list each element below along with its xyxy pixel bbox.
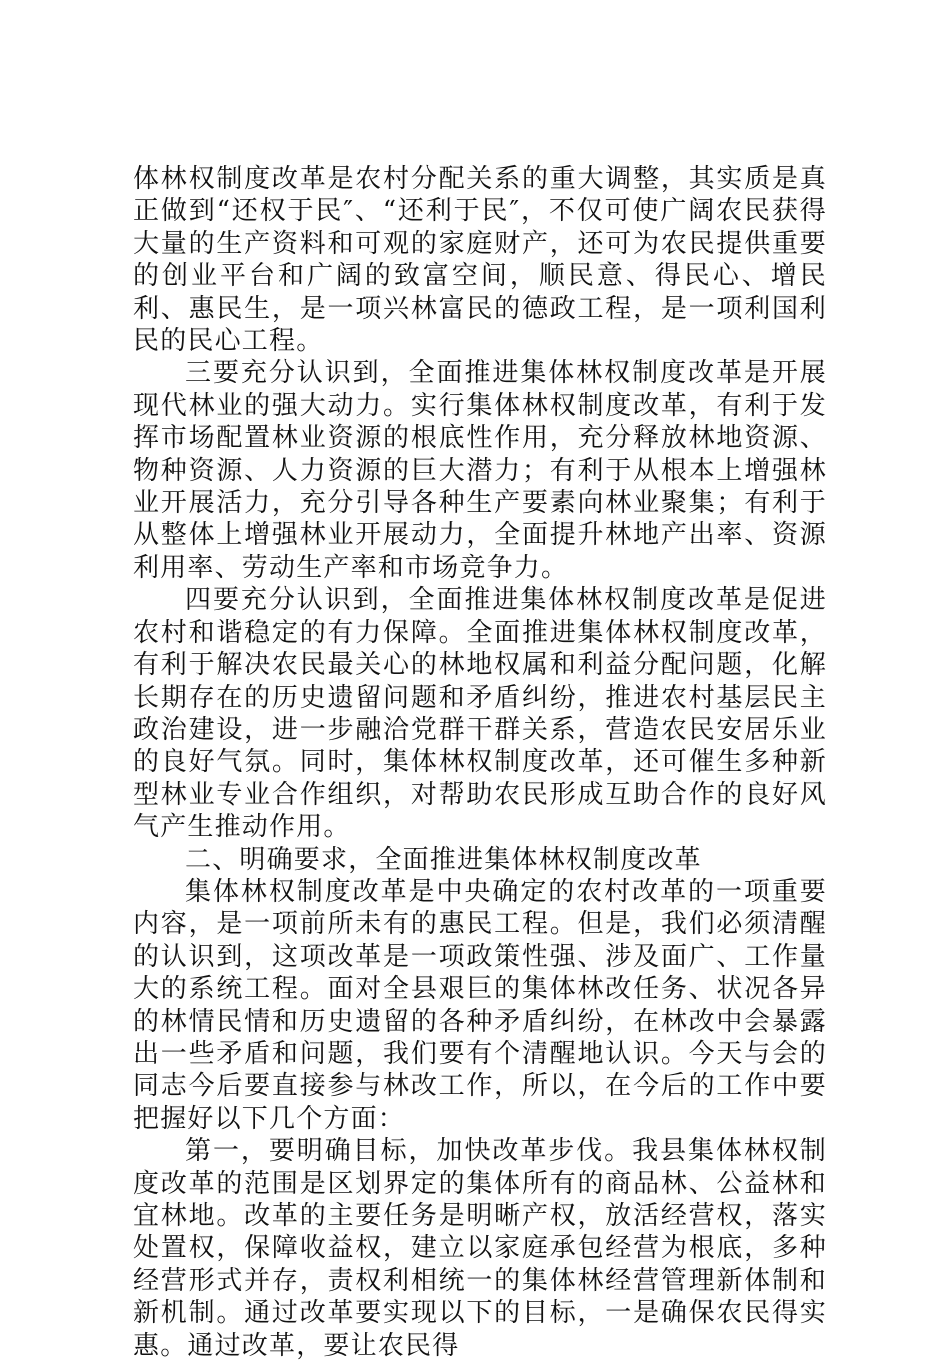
section-heading: 二、明确要求，全面推进集体林权制度改革 (185, 844, 702, 875)
paragraph-4: 集体林权制度改革是中央确定的农村改革的一项重要内容，是一项前所未有的惠民工程。但是，我们必须清醒的认识到，这项改革是一项政策性强、涉及面广、工作量大的系统工程。面对全县艰巨的集体林改任务、状况各异的林情民情和历史遗留的各种矛盾纠纷，在林改中会暴露出一些矛盾和问题，我们要有个清醒地认识。今天与会的同志今后要直接参与林改工作，所以，在今后的工作中要把握好以下几个方面： (133, 876, 827, 1134)
paragraph-3: 四要充分认识到，全面推进集体林权制度改革是促进农村和谐稳定的有力保障。全面推进集体林权制度改革，有利于解决农民最关心的林地权属和利益分配问题，化解长期存在的历史遗留问题和矛盾纠纷，推进农村基层民主政治建设，进一步融洽党群干群关系，营造农民安居乐业的良好气氛。同时，集体林权制度改革，还可催生多种新型林业专业合作组织，对帮助农民形成互助合作的良好风气产生推动作用。 (133, 585, 827, 843)
document-body (133, 163, 827, 1362)
paragraph-5: 第一，要明确目标，加快改革步伐。我县集体林权制度改革的范围是区划界定的集体所有的商品林、公益林和宜林地。改革的主要任务是明晰产权，放活经营权，落实处置权，保障收益权，建立以家庭承包经营为根底，多种经营形式并存，责权利相统一的集体林经营管理新体制和新机制。通过改革要实现以下的目标，一是确保农民得实惠。通过改革，要让农民得 (133, 1136, 827, 1361)
paragraph-1: 体林权制度改革是农村分配关系的重大调整，其实质是真正做到“还权于民″、“还利于民″，不仅可使广阔农民获得大量的生产资料和可观的家庭财产，还可为农民提供重要的创业平台和广阔的致富空间，顺民意、得民心、增民利、惠民生，是一项兴林富民的德政工程，是一项利国利民的民心工程。 (133, 164, 827, 357)
paragraph-2: 三要充分认识到，全面推进集体林权制度改革是开展现代林业的强大动力。实行集体林权制度改革，有利于发挥市场配置林业资源的根底性作用，充分释放林地资源、物种资源、人力资源的巨大潜力；有利于从根本上增强林业开展活力，充分引导各种生产要素向林业聚集；有利于从整体上增强林业开展动力，全面提升林地产出率、资源利用率、劳动生产率和市场竞争力。 (133, 358, 827, 583)
